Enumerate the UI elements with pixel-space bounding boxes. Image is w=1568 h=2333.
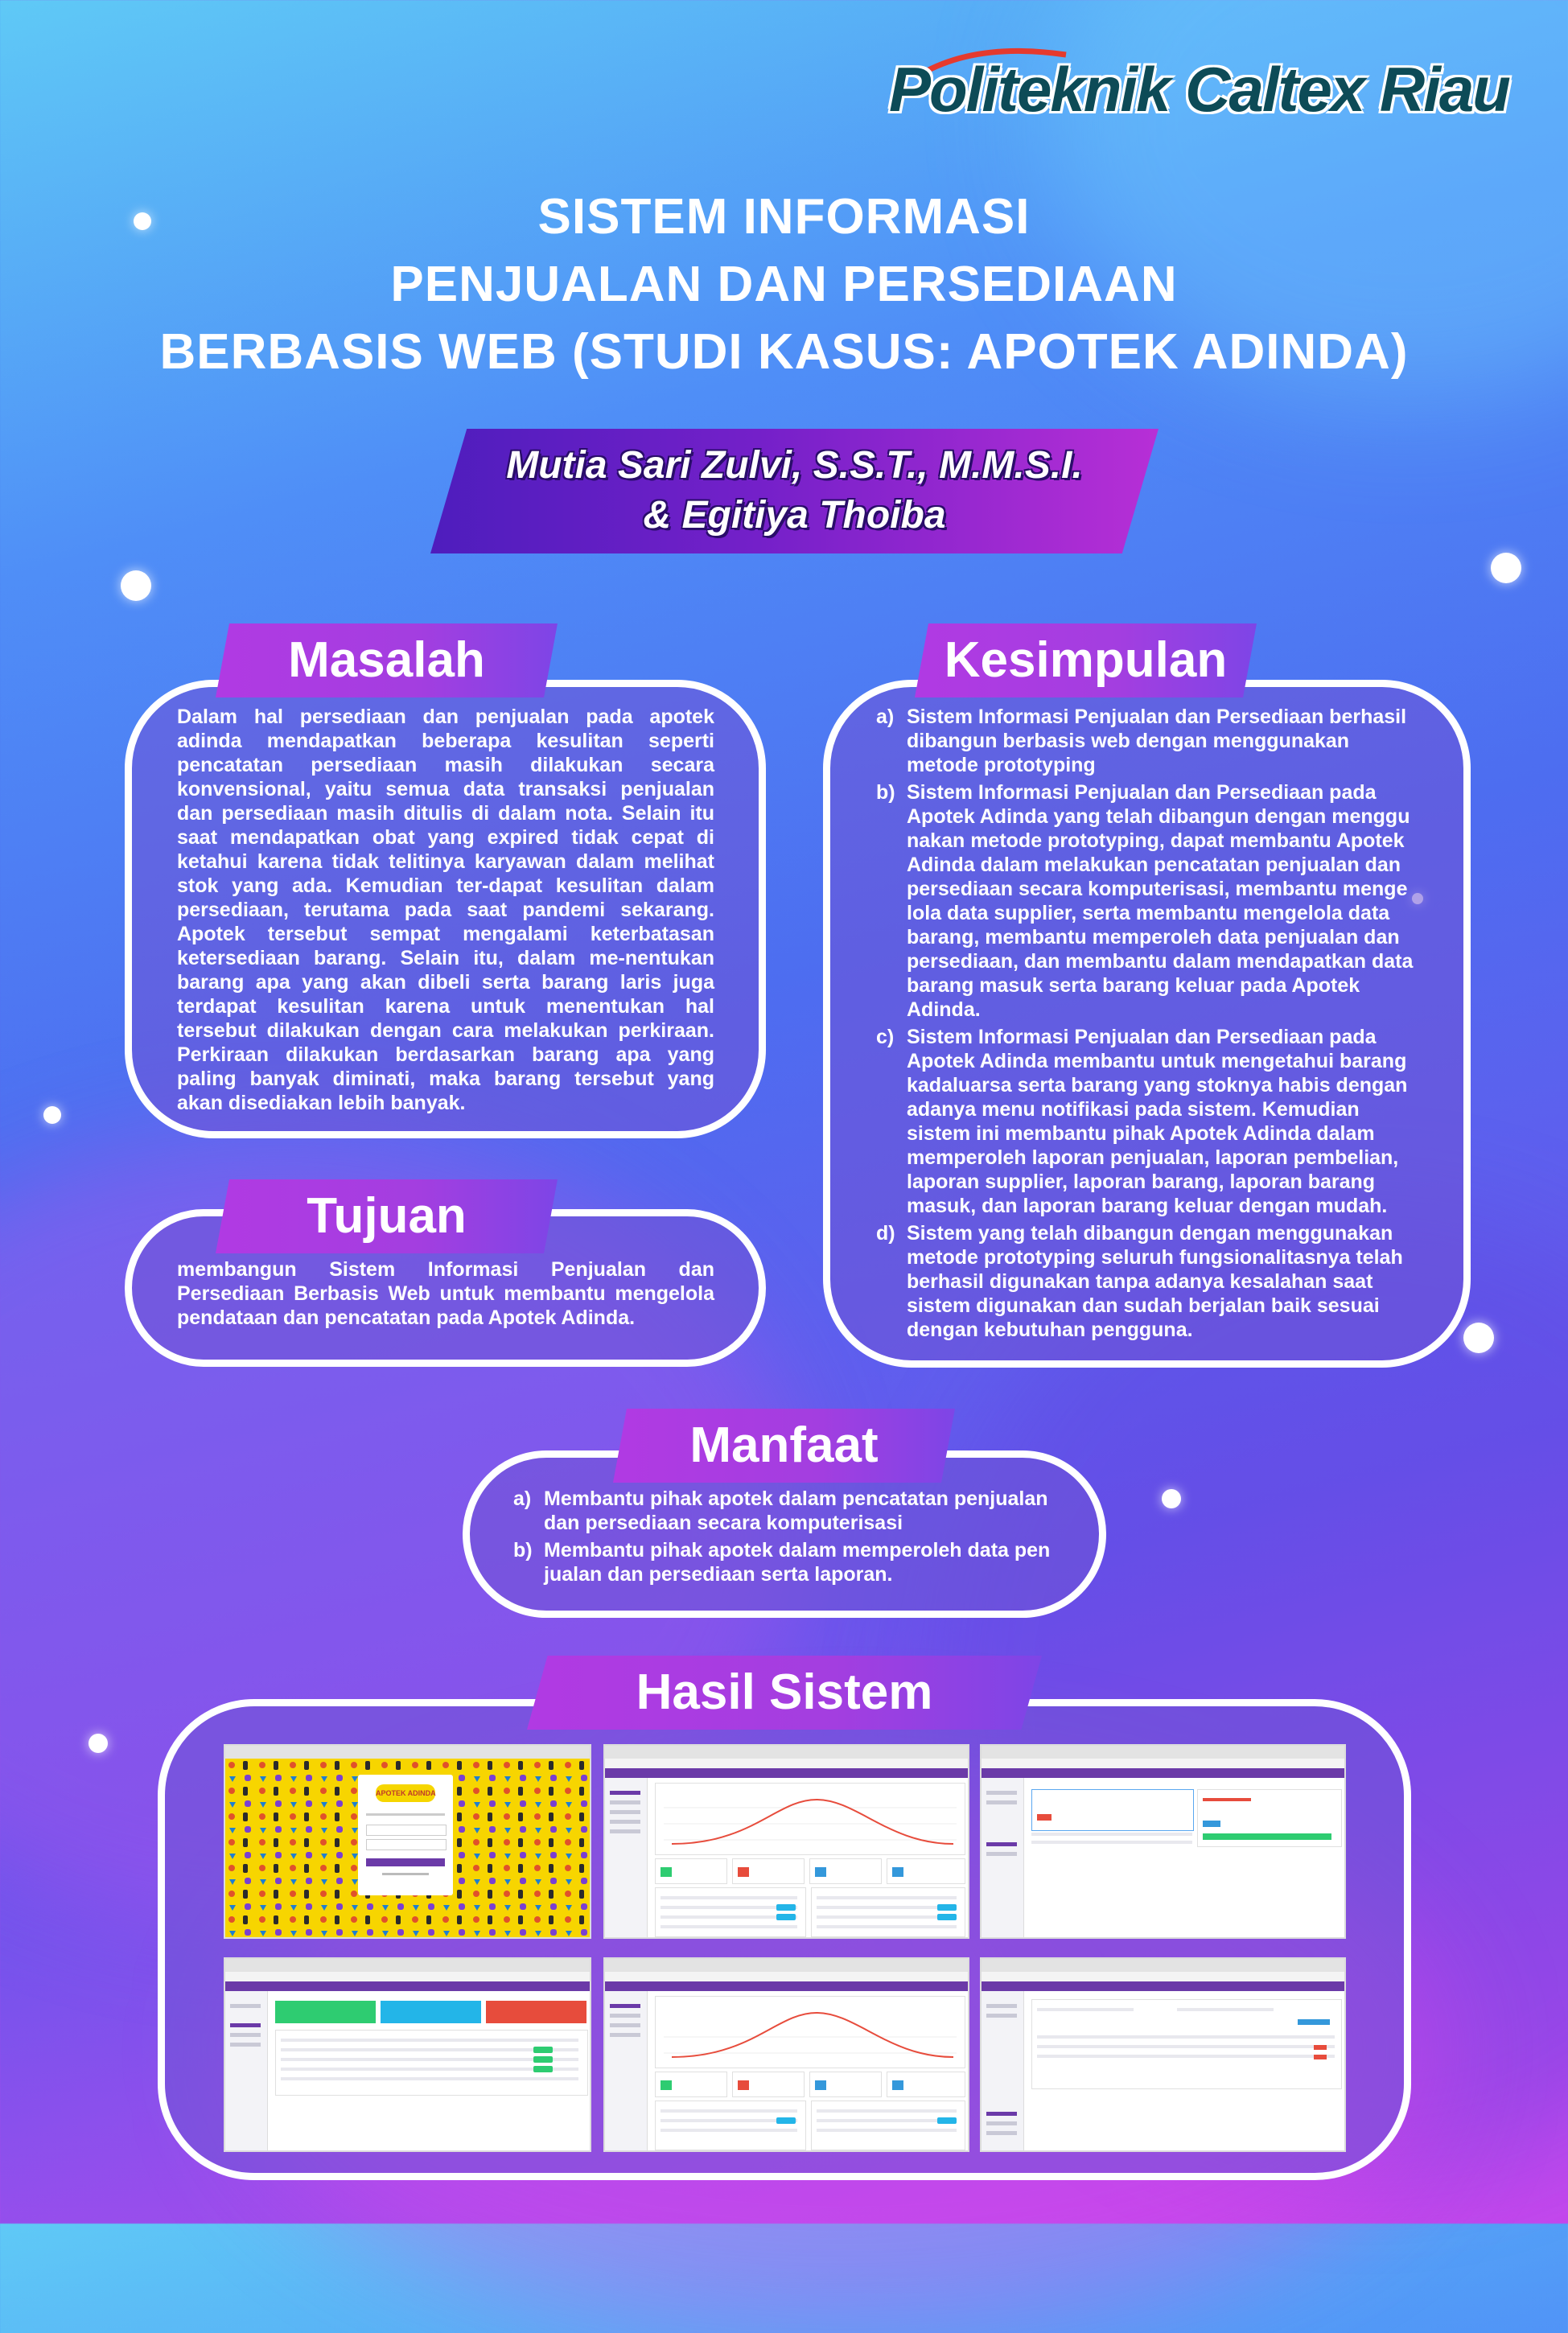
author-line: Mutia Sari Zulvi, S.S.T., M.M.S.I. xyxy=(506,444,1083,487)
table-card xyxy=(275,2030,588,2096)
report-card xyxy=(1031,1999,1342,2089)
authors xyxy=(430,441,1159,541)
app-sidebar xyxy=(982,1778,1024,1937)
title-line: PENJUALAN DAN PERSEDIAAN xyxy=(390,257,1178,312)
stat-card xyxy=(655,1858,727,1884)
apotek-logo: APOTEK ADINDA xyxy=(376,1784,435,1802)
manfaat-list xyxy=(513,1487,1060,1586)
table-card xyxy=(655,2101,806,2150)
table-card xyxy=(655,1887,806,1937)
sidebar-item[interactable] xyxy=(610,1829,640,1833)
username-input[interactable] xyxy=(366,1825,447,1836)
table-card xyxy=(811,1887,965,1937)
title-line: SISTEM INFORMASI xyxy=(537,189,1031,245)
list-marker: a) xyxy=(876,706,895,728)
app-navbar xyxy=(982,1981,1344,1991)
sidebar-item[interactable] xyxy=(610,1820,640,1824)
sidebar-item[interactable] xyxy=(610,1791,640,1795)
list-item xyxy=(876,1025,1415,1218)
app-sidebar xyxy=(982,1991,1024,2150)
browser-bar xyxy=(225,1959,590,1972)
sidebar-item[interactable] xyxy=(986,1852,1017,1856)
app-navbar xyxy=(225,1981,590,1991)
address-bar xyxy=(605,1759,968,1768)
sidebar-item[interactable] xyxy=(986,1800,1017,1804)
decor-dot xyxy=(1463,1323,1494,1353)
address-bar xyxy=(225,1972,590,1981)
tujuan-body: membangun Sistem Informasi Penjualan dan Persediaan Berbasis Web untuk membantu mengelola pendataan dan pencatatan pada Apotek Adinda. xyxy=(177,1258,714,1329)
stat-card-red xyxy=(486,2001,586,2023)
login-button[interactable] xyxy=(366,1858,445,1866)
stat-card xyxy=(887,1858,965,1884)
list-text: Sistem Informasi Penjualan dan Persediaan pada Apotek Adinda membantu untuk mengetahui barang kadaluarsa serta barang yang stoknya habis dengan adanya menu notifikasi pada sistem. Kemudian sistem ini membantu pihak Apotek Adinda dalam memperoleh laporan penjualan, laporan pembelian, laporan supplier, laporan barang, laporan barang masuk, dan laporan barang keluar dengan mudah. xyxy=(907,1026,1408,1217)
sidebar-item[interactable] xyxy=(610,2014,640,2018)
sidebar-item[interactable] xyxy=(230,2004,261,2008)
login-subtitle xyxy=(366,1813,445,1816)
screenshot-dashboard xyxy=(603,1744,969,1939)
app-navbar xyxy=(605,1768,968,1778)
sidebar-item[interactable] xyxy=(986,2014,1017,2018)
form-card xyxy=(1031,1789,1194,1831)
sidebar-item[interactable] xyxy=(986,2112,1017,2116)
decor-dot xyxy=(43,1106,61,1124)
poster-title xyxy=(0,183,1568,386)
author-line: & Egitiya Thoiba xyxy=(643,494,946,537)
manfaat-body xyxy=(513,1487,1060,1590)
screenshot-login xyxy=(224,1744,591,1939)
list-marker: c) xyxy=(876,1026,895,1048)
sidebar-item[interactable] xyxy=(230,2043,261,2047)
tujuan-heading: Tujuan xyxy=(307,1188,467,1244)
forgot-link[interactable] xyxy=(382,1873,429,1875)
browser-bar xyxy=(982,1959,1344,1972)
sidebar-item[interactable] xyxy=(986,2131,1017,2135)
submit-button[interactable] xyxy=(1203,1833,1331,1840)
delete-button[interactable] xyxy=(1037,1814,1052,1821)
manfaat-heading: Manfaat xyxy=(689,1417,879,1473)
address-bar xyxy=(605,1972,968,1981)
stat-card xyxy=(809,1858,882,1884)
table-card xyxy=(811,2101,965,2150)
browser-bar xyxy=(605,1959,968,1972)
sales-chart-card xyxy=(655,1783,965,1855)
list-text: Sistem Informasi Penjualan dan Persediaan berhasil dibangun berbasis web dengan menggunakan metode prototyping xyxy=(907,706,1407,776)
sidebar-item[interactable] xyxy=(610,1800,640,1804)
screenshot-stock xyxy=(224,1957,591,2152)
app-navbar xyxy=(982,1768,1344,1778)
list-marker: b) xyxy=(876,781,895,804)
screenshot-form xyxy=(980,1744,1346,1939)
list-text: Sistem Informasi Penjualan dan Persediaan pada Apotek Adinda yang telah dibangun dengan menggu nakan metode prototyping, dapat membantu Apotek Adinda dalam melakukan pencatatan penjualan dan persediaan secara komputerisasi, membantu menge lola data supplier, serta membantu mengelola data barang, membantu memperoleh data penjualan dan persediaan, dan membantu dalam mendapatkan data barang masuk serta barang keluar pada Apotek Adinda. xyxy=(907,781,1414,1021)
stat-card-green xyxy=(275,2001,376,2023)
sidebar-item[interactable] xyxy=(986,2004,1017,2008)
sales-curve xyxy=(656,1784,965,1854)
sidebar-item[interactable] xyxy=(230,2023,261,2027)
app-navbar xyxy=(605,1981,968,1991)
screenshot-report xyxy=(980,1957,1346,2152)
stat-card xyxy=(732,2072,805,2097)
browser-bar xyxy=(225,1746,590,1759)
sidebar-item[interactable] xyxy=(986,2121,1017,2125)
list-item xyxy=(876,1221,1415,1342)
list-item xyxy=(513,1538,1060,1586)
stat-card xyxy=(655,2072,727,2097)
login-card xyxy=(358,1775,453,1895)
sidebar-item[interactable] xyxy=(986,1842,1017,1846)
logo-text: Politeknik Caltex Riau xyxy=(889,54,1509,125)
kesimpulan-list xyxy=(876,705,1415,1342)
decor-dot xyxy=(88,1734,108,1753)
list-marker: d) xyxy=(876,1222,895,1245)
decor-dot xyxy=(1491,553,1521,583)
kesimpulan-body xyxy=(876,705,1415,1345)
app-sidebar xyxy=(605,1991,648,2150)
sidebar-item[interactable] xyxy=(610,2033,640,2037)
stat-card-blue xyxy=(381,2001,481,2023)
list-item xyxy=(513,1487,1060,1535)
stat-card xyxy=(887,2072,965,2097)
masalah-body: Dalam hal persediaan dan penjualan pada apotek adinda mendapatkan beberapa kesulitan seperti pencatatan persediaan masih dilakukan secara konvensional, yaitu semua data transaksi penjualan dan persediaan masih ditulis di dalam nota. Selain itu saat mendapatkan obat yang expired tidak cepat di ketahui karena tidak telitinya karyawan dalam melihat stok yang ada. Kemudian ter-dapat kesulitan dalam persediaan, terutama pada saat pandemi sekarang. Apotek tersebut sempat mengalami keterbatasan ketersediaan barang. Selain itu, dalam me-nentukan barang apa yang akan dibeli serta barang laris juga terdapat kesulitan karena untuk menentukan hal tersebut dilakukan dengan cara melakukan perkiraan. Perkiraan dilakukan berdasarkan barang apa yang paling banyak diminati, maka barang tersebut yang akan disediakan lebih banyak. xyxy=(177,706,714,1114)
form-card xyxy=(1197,1789,1342,1847)
sidebar-item[interactable] xyxy=(986,1791,1017,1795)
address-bar xyxy=(982,1759,1344,1768)
address-bar xyxy=(982,1972,1344,1981)
list-text: Sistem yang telah dibangun dengan menggunakan metode prototyping seluruh fungsionalitasnya telah berhasil digunakan tanpa adanya kesalahan saat sistem digunakan dan sudah berjalan baik sesuai dengan kebutuhan pengguna. xyxy=(907,1222,1403,1341)
sales-curve xyxy=(656,1997,965,2068)
stat-card xyxy=(809,2072,882,2097)
app-sidebar xyxy=(605,1778,648,1937)
sidebar-item[interactable] xyxy=(610,1810,640,1814)
decor-dot xyxy=(1162,1489,1181,1508)
browser-bar xyxy=(605,1746,968,1759)
list-text: Membantu pihak apotek dalam pencatatan penjualan dan persediaan secara komputerisasi xyxy=(544,1487,1048,1534)
decor-dot xyxy=(121,570,151,601)
stat-card xyxy=(732,1858,805,1884)
list-item xyxy=(876,780,1415,1022)
list-item xyxy=(876,705,1415,777)
sidebar-item[interactable] xyxy=(610,2023,640,2027)
filter-button[interactable] xyxy=(1298,2019,1330,2025)
list-marker: b) xyxy=(513,1539,533,1562)
app-sidebar xyxy=(225,1991,268,2150)
password-input[interactable] xyxy=(366,1839,447,1850)
browser-bar xyxy=(982,1746,1344,1759)
title-line: BERBASIS WEB (STUDI KASUS: APOTEK ADINDA) xyxy=(159,324,1409,380)
kesimpulan-heading: Kesimpulan xyxy=(944,632,1228,688)
hasil-heading: Hasil Sistem xyxy=(636,1664,933,1720)
screenshot-dashboard-2 xyxy=(603,1957,969,2152)
list-text: Membantu pihak apotek dalam memperoleh data pen jualan dan persediaan serta laporan. xyxy=(544,1539,1051,1586)
sidebar-item[interactable] xyxy=(230,2033,261,2037)
institution-logo xyxy=(889,47,1509,127)
sales-chart-card xyxy=(655,1996,965,2068)
sidebar-item[interactable] xyxy=(610,2004,640,2008)
list-marker: a) xyxy=(513,1487,532,1510)
masalah-heading: Masalah xyxy=(288,632,485,688)
